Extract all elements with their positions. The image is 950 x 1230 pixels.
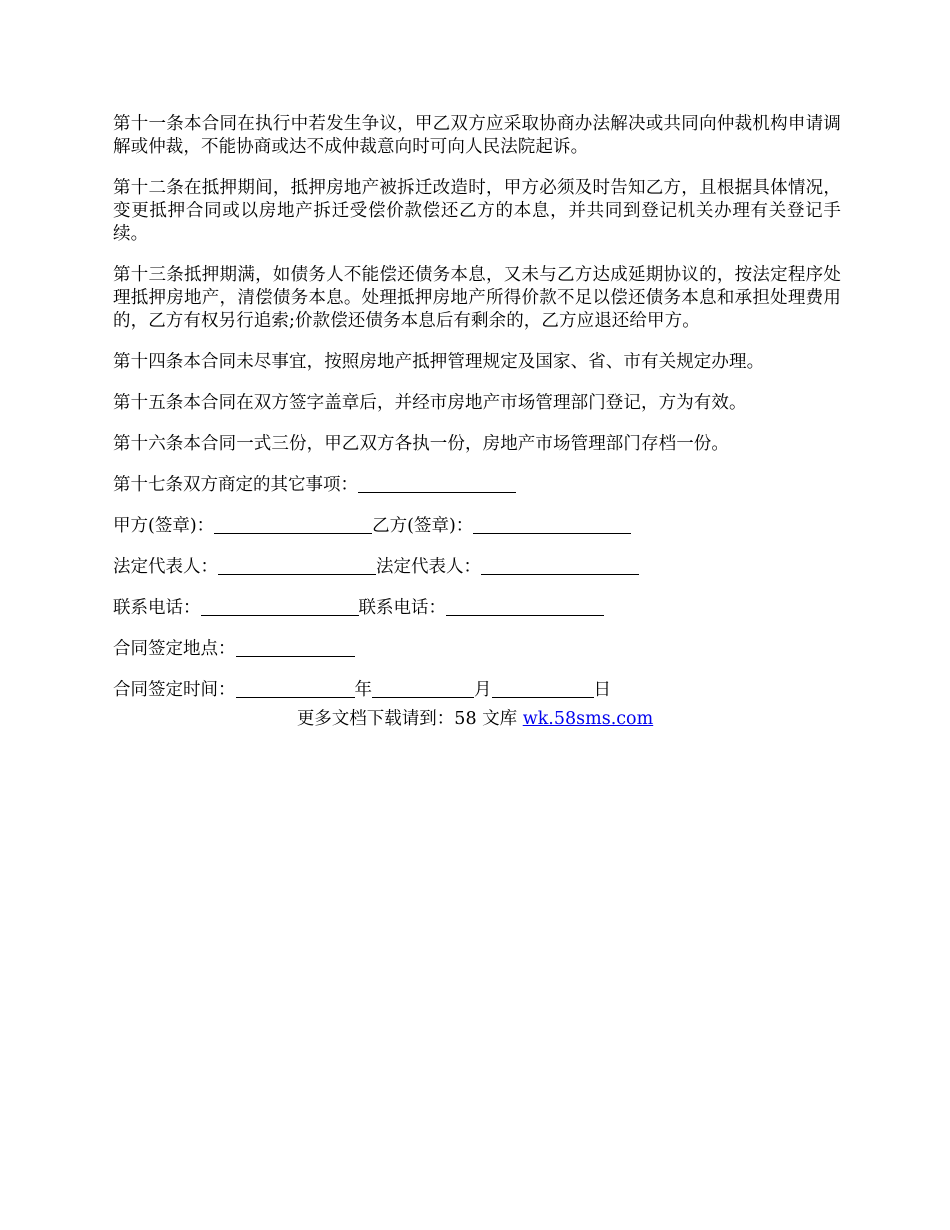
clause-11: 第十一条本合同在执行中若发生争议，甲乙双方应采取协商办法解决或共同向仲裁机构申请调解或仲裁，不能协商或达不成仲裁意向时可向人民法院起诉。 — [113, 114, 841, 157]
footer — [0, 708, 950, 731]
phone-a-label: 联系电话： — [113, 598, 201, 618]
day-label: 日 — [593, 680, 611, 700]
day-blank — [492, 679, 594, 698]
phone-b-label: 联系电话： — [358, 598, 446, 618]
document-body — [113, 113, 841, 720]
legal-rep-a-label: 法定代表人： — [113, 557, 218, 577]
party-a-sign-label: 甲方(签章)： — [113, 516, 215, 536]
month-blank — [372, 679, 474, 698]
party-a-sign-blank — [214, 515, 372, 534]
footer-link[interactable]: wk.58sms.com — [522, 709, 654, 729]
party-b-sign-blank — [473, 515, 631, 534]
phone-b-blank — [446, 597, 604, 616]
legal-rep-b-blank — [481, 556, 639, 575]
clause-13: 第十三条抵押期满，如债务人不能偿还债务本息，又未与乙方达成延期协议的，按法定程序处理抵押房地产，清偿债务本息。处理抵押房地产所得价款不足以偿还债务本息和承担处理费用的，乙方有权另行追索;价款偿还债务本息后有剩余的，乙方应退还给甲方。 — [113, 265, 841, 331]
footer-text: 更多文档下载请到：58 文库 — [296, 709, 523, 729]
sign-time-label: 合同签定时间： — [113, 680, 236, 700]
sign-place-line — [113, 638, 841, 661]
sign-time-line — [113, 679, 841, 702]
month-label: 月 — [474, 680, 492, 700]
clause-12: 第十二条在抵押期间，抵押房地产被拆迁改造时，甲方必须及时告知乙方，且根据具体情况，变更抵押合同或以房地产拆迁受偿价款偿还乙方的本息，并共同到登记机关办理有关登记手续。 — [113, 178, 841, 244]
clause-15: 第十五条本合同在双方签字盖章后，并经市房地产市场管理部门登记，方为有效。 — [113, 393, 747, 413]
clause-17-line — [113, 474, 841, 497]
other-matters-blank — [358, 474, 516, 493]
phone-a-blank — [201, 597, 359, 616]
clause-16: 第十六条本合同一式三份，甲乙双方各执一份，房地产市场管理部门存档一份。 — [113, 434, 729, 454]
year-label: 年 — [354, 680, 372, 700]
legal-rep-line — [113, 556, 841, 579]
sign-place-blank — [236, 638, 355, 657]
clause-17-label: 第十七条双方商定的其它事项： — [113, 475, 358, 495]
legal-rep-b-label: 法定代表人： — [376, 557, 481, 577]
signature-line — [113, 515, 841, 538]
legal-rep-a-blank — [218, 556, 376, 575]
phone-line — [113, 597, 841, 620]
clause-14: 第十四条本合同未尽事宜，按照房地产抵押管理规定及国家、省、市有关规定办理。 — [113, 352, 765, 372]
sign-place-label: 合同签定地点： — [113, 639, 236, 659]
year-blank — [236, 679, 355, 698]
party-b-sign-label: 乙方(签章)： — [372, 516, 474, 536]
